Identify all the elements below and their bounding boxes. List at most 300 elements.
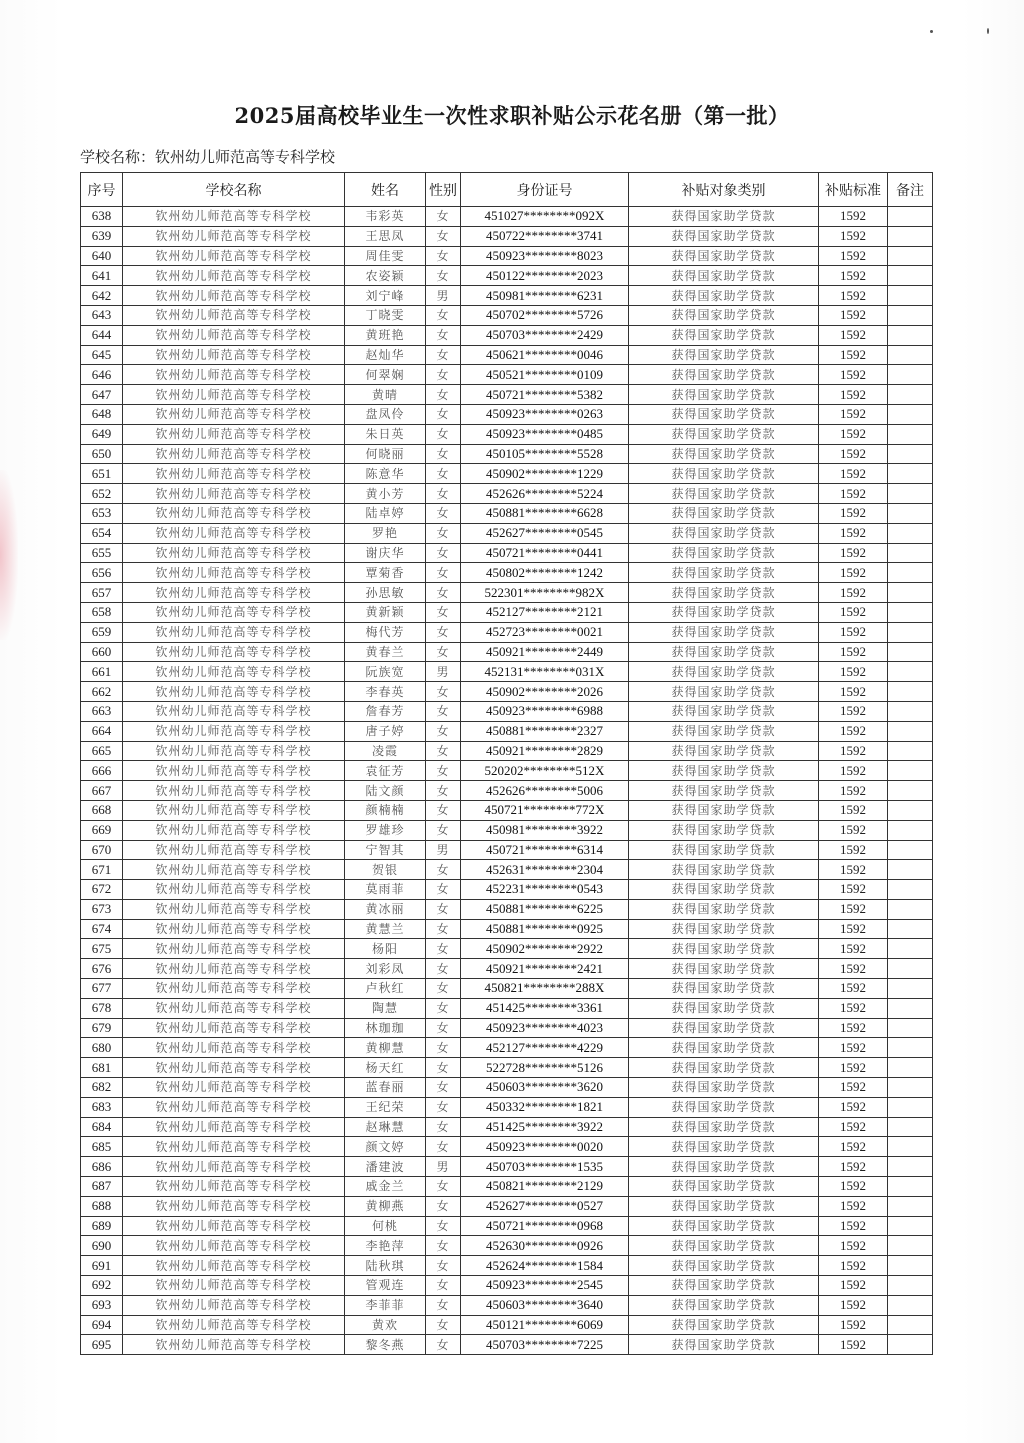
cell-subsidy-category: 获得国家助学贷款: [629, 741, 819, 761]
cell-name: 黎冬燕: [345, 1335, 426, 1355]
cell-index: 694: [81, 1315, 123, 1335]
cell-school: 钦州幼儿师范高等专科学校: [123, 1117, 345, 1137]
table-row: [81, 207, 933, 227]
cell-subsidy-amount: 1592: [819, 1335, 888, 1355]
cell-id-number: 452630********0926: [461, 1236, 629, 1256]
cell-subsidy-amount: 1592: [819, 880, 888, 900]
cell-remarks: [888, 919, 933, 939]
cell-remarks: [888, 1018, 933, 1038]
cell-id-number: 450902********2026: [461, 682, 629, 702]
cell-id-number: 451425********3922: [461, 1117, 629, 1137]
cell-remarks: [888, 1137, 933, 1157]
cell-id-number: 450332********1821: [461, 1097, 629, 1117]
cell-index: 661: [81, 662, 123, 682]
cell-school: 钦州幼儿师范高等专科学校: [123, 602, 345, 622]
cell-subsidy-category: 获得国家助学贷款: [629, 325, 819, 345]
cell-remarks: [888, 1295, 933, 1315]
cell-subsidy-amount: 1592: [819, 761, 888, 781]
cell-school: 钦州幼儿师范高等专科学校: [123, 1295, 345, 1315]
cell-subsidy-category: 获得国家助学贷款: [629, 365, 819, 385]
cell-index: 673: [81, 899, 123, 919]
table-row: [81, 305, 933, 325]
cell-name: 蓝春丽: [345, 1078, 426, 1098]
cell-remarks: [888, 404, 933, 424]
cell-subsidy-category: 获得国家助学贷款: [629, 1236, 819, 1256]
cell-name: 黄柳燕: [345, 1196, 426, 1216]
cell-gender: 女: [426, 939, 461, 959]
cell-subsidy-amount: 1592: [819, 979, 888, 999]
cell-remarks: [888, 701, 933, 721]
header-gender: 性别: [426, 173, 461, 207]
cell-name: 唐子婷: [345, 721, 426, 741]
cell-school: 钦州幼儿师范高等专科学校: [123, 563, 345, 583]
cell-index: 676: [81, 959, 123, 979]
cell-name: 林珈珈: [345, 1018, 426, 1038]
cell-remarks: [888, 464, 933, 484]
cell-index: 646: [81, 365, 123, 385]
cell-name: 朱日英: [345, 424, 426, 444]
table-row: [81, 880, 933, 900]
cell-school: 钦州幼儿师范高等专科学校: [123, 286, 345, 306]
cell-gender: 女: [426, 385, 461, 405]
cell-school: 钦州幼儿师范高等专科学校: [123, 1018, 345, 1038]
cell-remarks: [888, 444, 933, 464]
table-row: [81, 464, 933, 484]
cell-school: 钦州幼儿师范高等专科学校: [123, 404, 345, 424]
cell-remarks: [888, 899, 933, 919]
cell-id-number: 450981********3922: [461, 820, 629, 840]
cell-id-number: 450121********6069: [461, 1315, 629, 1335]
table-row: [81, 1097, 933, 1117]
cell-id-number: 450703********1535: [461, 1157, 629, 1177]
cell-subsidy-amount: 1592: [819, 484, 888, 504]
cell-subsidy-category: 获得国家助学贷款: [629, 444, 819, 464]
cell-index: 669: [81, 820, 123, 840]
cell-remarks: [888, 880, 933, 900]
cell-gender: 女: [426, 860, 461, 880]
cell-id-number: 450923********0020: [461, 1137, 629, 1157]
cell-id-number: 450621********0046: [461, 345, 629, 365]
cell-name: 李菲菲: [345, 1295, 426, 1315]
table-row: [81, 503, 933, 523]
cell-id-number: 450923********2545: [461, 1276, 629, 1296]
cell-name: 杨阳: [345, 939, 426, 959]
cell-school: 钦州幼儿师范高等专科学校: [123, 1137, 345, 1157]
cell-gender: 女: [426, 1038, 461, 1058]
cell-subsidy-category: 获得国家助学贷款: [629, 761, 819, 781]
cell-gender: 女: [426, 563, 461, 583]
cell-name: 李春英: [345, 682, 426, 702]
cell-remarks: [888, 583, 933, 603]
cell-gender: 女: [426, 1097, 461, 1117]
cell-subsidy-category: 获得国家助学贷款: [629, 286, 819, 306]
scan-speck: [987, 28, 989, 34]
cell-subsidy-category: 获得国家助学贷款: [629, 1335, 819, 1355]
cell-subsidy-category: 获得国家助学贷款: [629, 701, 819, 721]
cell-remarks: [888, 1196, 933, 1216]
cell-name: 谢庆华: [345, 543, 426, 563]
cell-index: 647: [81, 385, 123, 405]
cell-name: 黄班艳: [345, 325, 426, 345]
table-row: [81, 781, 933, 801]
table-row: [81, 1117, 933, 1137]
table-row: [81, 860, 933, 880]
header-id-number: 身份证号: [461, 173, 629, 207]
cell-name: 黄小芳: [345, 484, 426, 504]
cell-gender: 女: [426, 1335, 461, 1355]
cell-gender: 女: [426, 1196, 461, 1216]
cell-gender: 女: [426, 305, 461, 325]
cell-gender: 女: [426, 1315, 461, 1335]
cell-remarks: [888, 959, 933, 979]
cell-gender: 女: [426, 899, 461, 919]
cell-remarks: [888, 682, 933, 702]
cell-id-number: 452627********0527: [461, 1196, 629, 1216]
cell-school: 钦州幼儿师范高等专科学校: [123, 1236, 345, 1256]
cell-remarks: [888, 979, 933, 999]
cell-subsidy-amount: 1592: [819, 1216, 888, 1236]
cell-school: 钦州幼儿师范高等专科学校: [123, 246, 345, 266]
cell-subsidy-amount: 1592: [819, 1196, 888, 1216]
cell-index: 644: [81, 325, 123, 345]
cell-index: 650: [81, 444, 123, 464]
cell-id-number: 450702********5726: [461, 305, 629, 325]
cell-gender: 女: [426, 345, 461, 365]
cell-subsidy-category: 获得国家助学贷款: [629, 484, 819, 504]
cell-gender: 女: [426, 602, 461, 622]
cell-subsidy-category: 获得国家助学贷款: [629, 899, 819, 919]
table-row: [81, 919, 933, 939]
cell-gender: 女: [426, 880, 461, 900]
cell-name: 陆文颜: [345, 781, 426, 801]
cell-school: 钦州幼儿师范高等专科学校: [123, 543, 345, 563]
cell-gender: 女: [426, 523, 461, 543]
cell-name: 宁智其: [345, 840, 426, 860]
cell-subsidy-category: 获得国家助学贷款: [629, 583, 819, 603]
cell-index: 671: [81, 860, 123, 880]
cell-subsidy-category: 获得国家助学贷款: [629, 1038, 819, 1058]
table-row: [81, 404, 933, 424]
cell-subsidy-category: 获得国家助学贷款: [629, 1177, 819, 1197]
cell-gender: 男: [426, 840, 461, 860]
cell-gender: 女: [426, 701, 461, 721]
cell-school: 钦州幼儿师范高等专科学校: [123, 1256, 345, 1276]
cell-subsidy-amount: 1592: [819, 523, 888, 543]
cell-school: 钦州幼儿师范高等专科学校: [123, 1157, 345, 1177]
cell-subsidy-amount: 1592: [819, 1236, 888, 1256]
cell-school: 钦州幼儿师范高等专科学校: [123, 503, 345, 523]
cell-subsidy-amount: 1592: [819, 1315, 888, 1335]
cell-index: 693: [81, 1295, 123, 1315]
cell-subsidy-amount: 1592: [819, 444, 888, 464]
cell-school: 钦州幼儿师范高等专科学校: [123, 1038, 345, 1058]
cell-name: 赵灿华: [345, 345, 426, 365]
cell-remarks: [888, 226, 933, 246]
document-title: 2025届高校毕业生一次性求职补贴公示花名册（第一批）: [234, 103, 790, 128]
cell-school: 钦州幼儿师范高等专科学校: [123, 444, 345, 464]
table-row: [81, 682, 933, 702]
table-row: [81, 444, 933, 464]
cell-school: 钦州幼儿师范高等专科学校: [123, 919, 345, 939]
table-row: [81, 1137, 933, 1157]
cell-id-number: 450603********3620: [461, 1078, 629, 1098]
table-row: [81, 424, 933, 444]
header-remarks: 备注: [888, 173, 933, 207]
cell-name: 陶慧: [345, 998, 426, 1018]
cell-subsidy-amount: 1592: [819, 959, 888, 979]
cell-id-number: 450521********0109: [461, 365, 629, 385]
cell-school: 钦州幼儿师范高等专科学校: [123, 1078, 345, 1098]
cell-remarks: [888, 1256, 933, 1276]
cell-index: 643: [81, 305, 123, 325]
cell-subsidy-amount: 1592: [819, 325, 888, 345]
cell-school: 钦州幼儿师范高等专科学校: [123, 424, 345, 444]
cell-subsidy-category: 获得国家助学贷款: [629, 1276, 819, 1296]
cell-gender: 女: [426, 741, 461, 761]
cell-gender: 女: [426, 266, 461, 286]
cell-remarks: [888, 1058, 933, 1078]
cell-subsidy-category: 获得国家助学贷款: [629, 1018, 819, 1038]
cell-school: 钦州幼儿师范高等专科学校: [123, 207, 345, 227]
cell-school: 钦州幼儿师范高等专科学校: [123, 622, 345, 642]
cell-subsidy-amount: 1592: [819, 345, 888, 365]
cell-subsidy-category: 获得国家助学贷款: [629, 404, 819, 424]
table-row: [81, 1058, 933, 1078]
cell-remarks: [888, 820, 933, 840]
cell-gender: 女: [426, 642, 461, 662]
cell-remarks: [888, 1038, 933, 1058]
cell-school: 钦州幼儿师范高等专科学校: [123, 1335, 345, 1355]
cell-name: 黄新颖: [345, 602, 426, 622]
table-row: [81, 840, 933, 860]
cell-remarks: [888, 385, 933, 405]
table-row: [81, 1315, 933, 1335]
cell-index: 688: [81, 1196, 123, 1216]
cell-subsidy-category: 获得国家助学贷款: [629, 246, 819, 266]
cell-id-number: 520202********512X: [461, 761, 629, 781]
cell-subsidy-amount: 1592: [819, 919, 888, 939]
cell-index: 645: [81, 345, 123, 365]
cell-gender: 男: [426, 286, 461, 306]
cell-index: 670: [81, 840, 123, 860]
cell-id-number: 451027********092X: [461, 207, 629, 227]
cell-gender: 男: [426, 662, 461, 682]
table-row: [81, 1078, 933, 1098]
cell-id-number: 452127********4229: [461, 1038, 629, 1058]
cell-remarks: [888, 207, 933, 227]
cell-remarks: [888, 1177, 933, 1197]
cell-subsidy-amount: 1592: [819, 1177, 888, 1197]
table-row: [81, 1276, 933, 1296]
cell-gender: 女: [426, 1018, 461, 1038]
cell-index: 672: [81, 880, 123, 900]
cell-subsidy-amount: 1592: [819, 1117, 888, 1137]
cell-subsidy-amount: 1592: [819, 1295, 888, 1315]
cell-school: 钦州幼儿师范高等专科学校: [123, 761, 345, 781]
cell-index: 662: [81, 682, 123, 702]
cell-school: 钦州幼儿师范高等专科学校: [123, 939, 345, 959]
cell-subsidy-amount: 1592: [819, 207, 888, 227]
cell-id-number: 452131********031X: [461, 662, 629, 682]
cell-remarks: [888, 563, 933, 583]
cell-id-number: 450721********6314: [461, 840, 629, 860]
cell-id-number: 450981********6231: [461, 286, 629, 306]
table-header-row: [81, 173, 933, 207]
cell-index: 692: [81, 1276, 123, 1296]
table-row: [81, 820, 933, 840]
cell-name: 何晓丽: [345, 444, 426, 464]
cell-index: 668: [81, 800, 123, 820]
cell-index: 655: [81, 543, 123, 563]
table-row: [81, 1236, 933, 1256]
cell-id-number: 450902********1229: [461, 464, 629, 484]
cell-subsidy-category: 获得国家助学贷款: [629, 207, 819, 227]
cell-gender: 女: [426, 207, 461, 227]
cell-remarks: [888, 781, 933, 801]
cell-subsidy-amount: 1592: [819, 1038, 888, 1058]
cell-school: 钦州幼儿师范高等专科学校: [123, 523, 345, 543]
cell-index: 678: [81, 998, 123, 1018]
cell-subsidy-amount: 1592: [819, 800, 888, 820]
cell-subsidy-category: 获得国家助学贷款: [629, 1137, 819, 1157]
cell-school: 钦州幼儿师范高等专科学校: [123, 1216, 345, 1236]
cell-subsidy-amount: 1592: [819, 365, 888, 385]
table-row: [81, 662, 933, 682]
cell-school: 钦州幼儿师范高等专科学校: [123, 899, 345, 919]
cell-remarks: [888, 266, 933, 286]
cell-name: 黄春兰: [345, 642, 426, 662]
cell-subsidy-amount: 1592: [819, 642, 888, 662]
cell-subsidy-category: 获得国家助学贷款: [629, 602, 819, 622]
cell-index: 681: [81, 1058, 123, 1078]
cell-gender: 女: [426, 761, 461, 781]
cell-school: 钦州幼儿师范高等专科学校: [123, 998, 345, 1018]
table-row: [81, 959, 933, 979]
cell-school: 钦州幼儿师范高等专科学校: [123, 701, 345, 721]
cell-school: 钦州幼儿师范高等专科学校: [123, 1058, 345, 1078]
cell-id-number: 450921********2449: [461, 642, 629, 662]
cell-subsidy-category: 获得国家助学贷款: [629, 939, 819, 959]
cell-school: 钦州幼儿师范高等专科学校: [123, 682, 345, 702]
cell-subsidy-category: 获得国家助学贷款: [629, 543, 819, 563]
cell-remarks: [888, 939, 933, 959]
cell-gender: 女: [426, 444, 461, 464]
cell-school: 钦州幼儿师范高等专科学校: [123, 305, 345, 325]
header-index: 序号: [81, 173, 123, 207]
cell-index: 649: [81, 424, 123, 444]
table-row: [81, 484, 933, 504]
cell-id-number: 450902********2922: [461, 939, 629, 959]
cell-id-number: 452626********5006: [461, 781, 629, 801]
cell-subsidy-amount: 1592: [819, 583, 888, 603]
cell-name: 袁征芳: [345, 761, 426, 781]
cell-index: 663: [81, 701, 123, 721]
cell-gender: 女: [426, 1216, 461, 1236]
cell-id-number: 452626********5224: [461, 484, 629, 504]
cell-id-number: 450923********8023: [461, 246, 629, 266]
cell-name: 农姿颖: [345, 266, 426, 286]
cell-remarks: [888, 523, 933, 543]
cell-gender: 女: [426, 484, 461, 504]
cell-subsidy-category: 获得国家助学贷款: [629, 622, 819, 642]
cell-school: 钦州幼儿师范高等专科学校: [123, 1196, 345, 1216]
cell-index: 666: [81, 761, 123, 781]
table-row: [81, 741, 933, 761]
table-row: [81, 226, 933, 246]
cell-school: 钦州幼儿师范高等专科学校: [123, 860, 345, 880]
cell-name: 黄欢: [345, 1315, 426, 1335]
header-school: 学校名称: [123, 173, 345, 207]
table-row: [81, 583, 933, 603]
cell-name: 莫雨菲: [345, 880, 426, 900]
cell-name: 阮族宽: [345, 662, 426, 682]
cell-index: 687: [81, 1177, 123, 1197]
cell-name: 黄柳慧: [345, 1038, 426, 1058]
cell-name: 罗艳: [345, 523, 426, 543]
cell-name: 管观连: [345, 1276, 426, 1296]
cell-name: 杨天红: [345, 1058, 426, 1078]
cell-gender: 女: [426, 622, 461, 642]
cell-index: 691: [81, 1256, 123, 1276]
cell-subsidy-amount: 1592: [819, 1097, 888, 1117]
scan-speck: [930, 30, 933, 33]
cell-index: 651: [81, 464, 123, 484]
cell-name: 覃菊香: [345, 563, 426, 583]
cell-name: 凌霞: [345, 741, 426, 761]
cell-subsidy-category: 获得国家助学贷款: [629, 1256, 819, 1276]
cell-school: 钦州幼儿师范高等专科学校: [123, 840, 345, 860]
cell-index: 685: [81, 1137, 123, 1157]
cell-id-number: 450881********6628: [461, 503, 629, 523]
cell-gender: 女: [426, 979, 461, 999]
cell-index: 683: [81, 1097, 123, 1117]
cell-subsidy-category: 获得国家助学贷款: [629, 305, 819, 325]
cell-id-number: 450802********1242: [461, 563, 629, 583]
cell-index: 640: [81, 246, 123, 266]
cell-name: 梅代芳: [345, 622, 426, 642]
cell-gender: 女: [426, 820, 461, 840]
cell-id-number: 450721********0441: [461, 543, 629, 563]
cell-id-number: 452723********0021: [461, 622, 629, 642]
cell-remarks: [888, 543, 933, 563]
cell-subsidy-amount: 1592: [819, 602, 888, 622]
table-row: [81, 701, 933, 721]
cell-gender: 女: [426, 325, 461, 345]
cell-name: 黄慧兰: [345, 919, 426, 939]
cell-id-number: 450881********0925: [461, 919, 629, 939]
cell-name: 何桃: [345, 1216, 426, 1236]
cell-name: 贺银: [345, 860, 426, 880]
cell-id-number: 452231********0543: [461, 880, 629, 900]
cell-index: 689: [81, 1216, 123, 1236]
cell-index: 674: [81, 919, 123, 939]
cell-gender: 女: [426, 424, 461, 444]
cell-name: 丁晓雯: [345, 305, 426, 325]
cell-id-number: 450923********4023: [461, 1018, 629, 1038]
cell-subsidy-category: 获得国家助学贷款: [629, 820, 819, 840]
table-row: [81, 543, 933, 563]
cell-id-number: 450703********7225: [461, 1335, 629, 1355]
cell-subsidy-amount: 1592: [819, 286, 888, 306]
cell-remarks: [888, 860, 933, 880]
cell-gender: 女: [426, 919, 461, 939]
table-row: [81, 325, 933, 345]
cell-name: 卢秋红: [345, 979, 426, 999]
cell-name: 王纪荣: [345, 1097, 426, 1117]
cell-index: 667: [81, 781, 123, 801]
cell-subsidy-category: 获得国家助学贷款: [629, 1078, 819, 1098]
cell-subsidy-category: 获得国家助学贷款: [629, 1097, 819, 1117]
